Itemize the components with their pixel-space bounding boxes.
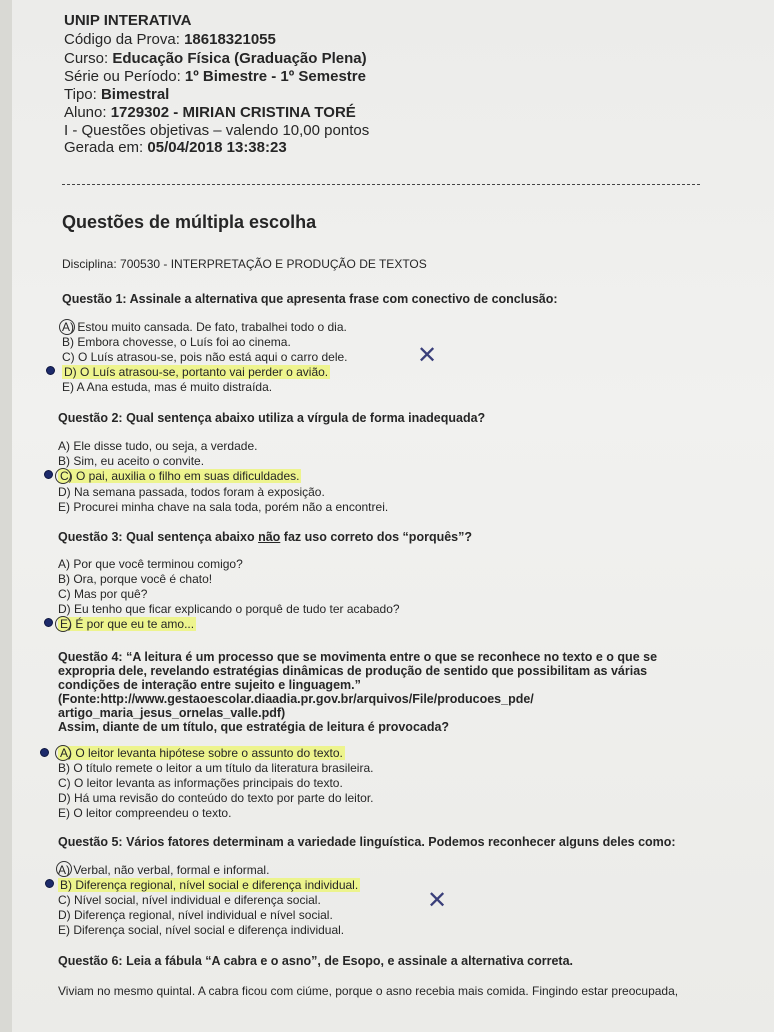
exam-type: Tipo: Bimestral [64, 86, 170, 103]
q4-option-e: E) O leitor compreendeu o texto. [58, 806, 232, 820]
page-title: Questões de múltipla escolha [62, 212, 317, 232]
q2-option-a: A) Ele disse tudo, ou seja, a verdade. [58, 439, 258, 453]
selected-bullet [45, 879, 54, 888]
q3-option-b: B) Ora, porque você é chato! [58, 572, 213, 586]
q1-option-b: B) Embora chovesse, o Luís foi ao cinema. [62, 335, 291, 349]
question-6-text: Viviam no mesmo quintal. A cabra ficou com ciúme, porque o asno recebia mais comida. Fingindo estar preocupada, [58, 984, 679, 998]
question-4-line: Questão 4: “A leitura é um processo que se movimenta entre o que se reconhece no texto e o que se [58, 650, 658, 664]
question-4-line: condições de interação entre sujeito e linguagem.” [58, 678, 361, 692]
question-4-source: (Fonte:http://www.gestaoescolar.diaadia.pr.gov.br/arquivos/File/producoes_pde/ [58, 692, 534, 706]
question-6: Questão 6: Leia a fábula “A cabra e o asno”, de Esopo, e assinale a alternativa correta. [58, 954, 574, 968]
q1-option-a: A) Estou muito cansada. De fato, trabalhei todo o dia. [62, 320, 347, 334]
q2-option-d: D) Na semana passada, todos foram à exposição. [58, 485, 325, 499]
selected-bullet [40, 748, 49, 757]
course: Curso: Educação Física (Graduação Plena) [64, 50, 367, 67]
q4-option-a: A) O leitor levanta hipótese sobre o assunto do texto. [60, 746, 343, 760]
q1-option-e: E) A Ana estuda, mas é muito distraída. [62, 380, 273, 394]
wrong-mark: ✕ [417, 341, 438, 369]
answer-circle [55, 616, 71, 632]
discipline: Disciplina: 700530 - INTERPRETAÇÃO E PRODUÇÃO DE TEXTOS [62, 257, 427, 271]
question-4-source: artigo_maria_jesus_ornelas_valle.pdf) [58, 706, 286, 720]
question-1: Questão 1: Assinale a alternativa que apresenta frase com conectivo de conclusão: [62, 292, 558, 306]
q2-option-b: B) Sim, eu aceito o convite. [58, 454, 205, 468]
question-5: Questão 5: Vários fatores determinam a variedade linguística. Podemos reconhecer alguns deles como: [58, 835, 676, 849]
q5-option-d: D) Diferença regional, nível individual e nível social. [58, 908, 333, 922]
q5-option-c: C) Nível social, nível individual e diferença social. [58, 893, 321, 907]
q3-option-d: D) Eu tenho que ficar explicando o porquê de tudo ter acabado? [58, 602, 400, 616]
answer-circle [55, 745, 71, 761]
selected-bullet [44, 470, 53, 479]
q3-option-c: C) Mas por quê? [58, 587, 148, 601]
question-2: Questão 2: Qual sentença abaixo utiliza a vírgula de forma inadequada? [58, 411, 486, 425]
q5-option-e: E) Diferença social, nível social e diferença individual. [58, 923, 345, 937]
q1-option-d: D) O Luís atrasou-se, portanto vai perder o avião. [64, 365, 329, 379]
wrong-mark: ✕ [427, 886, 448, 914]
selected-bullet [44, 618, 53, 627]
question-4-line: expropria dele, revelando estratégias dinâmicas de produção de sentido que possibilitam as várias [58, 664, 648, 678]
q3-option-e: E) É por que eu te amo... [60, 617, 195, 631]
q4-option-d: D) Há uma revisão do conteúdo do texto por parte do leitor. [58, 791, 374, 805]
q5-option-b: B) Diferença regional, nível social e diferença individual. [60, 878, 359, 892]
divider [62, 184, 700, 185]
q3-option-a: A) Por que você terminou comigo? [58, 557, 243, 571]
section-info: I - Questões objetivas – valendo 10,00 pontos [64, 122, 370, 139]
q1-option-c: C) O Luís atrasou-se, pois não está aqui o carro dele. [62, 350, 348, 364]
generated-at: Gerada em: 05/04/2018 13:38:23 [64, 139, 287, 156]
exam-code: Código da Prova: 18618321055 [64, 31, 276, 48]
q4-option-b: B) O título remete o leitor a um título da literatura brasileira. [58, 761, 374, 775]
question-4-prompt: Assim, diante de um título, que estratégia de leitura é provocada? [58, 720, 450, 734]
selected-bullet [46, 366, 55, 375]
answer-circle [55, 468, 71, 484]
student: Aluno: 1729302 - MIRIAN CRISTINA TORÉ [64, 104, 356, 121]
period: Série ou Período: 1º Bimestre - 1º Semestre [64, 68, 366, 85]
institution: UNIP INTERATIVA [64, 12, 192, 29]
answer-circle [59, 319, 75, 335]
answer-circle [56, 861, 72, 877]
q2-option-e: E) Procurei minha chave na sala toda, porém não a encontrei. [58, 500, 389, 514]
q5-option-a: A) Verbal, não verbal, formal e informal. [58, 863, 270, 877]
q4-option-c: C) O leitor levanta as informações principais do texto. [58, 776, 343, 790]
q2-option-c: C) O pai, auxilia o filho em suas dificuldades. [60, 469, 300, 483]
question-3: Questão 3: Qual sentença abaixo não faz uso correto dos “porquês”? [58, 530, 472, 544]
